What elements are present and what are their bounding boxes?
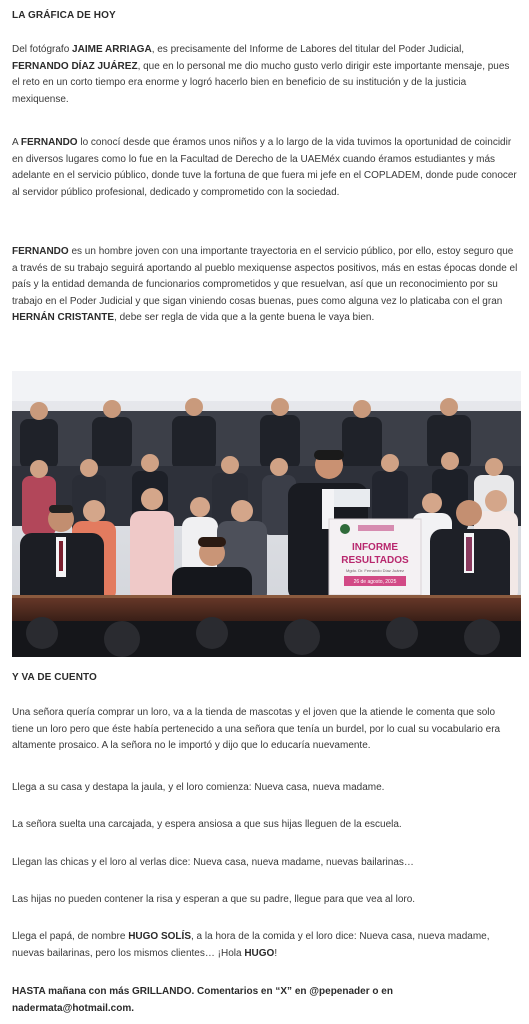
story-paragraph-6 [12, 929, 518, 962]
text-run: lo conocí desde que éramos unos niños y a lo largo de la vida tuvimos la oportunidad de coincidir en diversos lugares como lo fue en la Facultad de Derecho de la UAEMéx cuando éramos estudiantes y más adelante en el servicio público, donde tuve la fortuna de que fuera mi jefe en el COPLADEM, donde pude conocer al servidor público profesional, dedicado y comprometido con la sociedad. [12, 137, 517, 198]
event-photo-illustration [12, 371, 521, 657]
banner-title-line2: RESULTADOS [341, 555, 409, 566]
bold-name: FERNANDO DÍAZ JUÁREZ [12, 60, 138, 72]
story-paragraph-1: Una señora quería comprar un loro, va a la tienda de mascotas y el joven que la atiende le comenta que solo tiene un loro pero que éste había pertenecido a una señora que tenía un burdel, por lo cual su vocabulario era altamente prosaico. A la señora no le importó y dijo que lo educaría nuevamente. [12, 707, 501, 752]
text-run: , es precisamente del Informe de Labores del titular del Poder Judicial, [151, 44, 465, 55]
banner-title-line1: INFORME [351, 542, 399, 553]
text-run: A [12, 137, 21, 148]
story-paragraph-5: Las hijas no pueden contener la risa y esperan a que su padre, llegue para que vea al loro. [12, 894, 416, 905]
section-heading-cuento: Y VA DE CUENTO [12, 672, 97, 683]
text-run: es un hombre joven con una importante trayectoria en el servicio público, por ello, estoy seguro que a través de su trabajo seguirá aportando al pueblo mexiquense aspectos positivos, más en estas épocas donde el país y la entidad demanda de funcionarios comprometidos y que resuelvan, así que un reconocimiento por su trabajo en el Poder Judicial y que sigan viniendo cosas buenas, pues como alguna vez lo platicaba con el gran [12, 246, 518, 307]
bold-name: HUGO SOLÍS [128, 931, 191, 942]
banner-subtitle: Mgdo. Dr. Fernando Díaz Juárez [345, 568, 405, 573]
paragraph-3 [12, 244, 518, 327]
text-run: Del fotógrafo [12, 44, 73, 55]
text-run: , que en lo personal me dio mucho gusto verlo dirigir este importante mensaje, pues el reto en un corto tiempo era enorme y logró hacerlo bien en beneficio de su institución y de la justicia mexiquense. [12, 60, 510, 105]
story-paragraph-2: Llega a su casa y destapa la jaula, y el loro comienza: Nueva casa, nueva madame. [12, 782, 385, 793]
section-heading-grafica: LA GRÁFICA DE HOY [12, 10, 116, 21]
text-run: Llega el papá, de nombre [12, 931, 129, 942]
email-link[interactable]: nadermata@hotmail.com. [12, 1003, 135, 1014]
bold-name: HERNÁN CRISTANTE [12, 312, 115, 324]
banner-date: 26 de agosto, 2025 [353, 579, 397, 585]
bold-name: HUGO [244, 947, 275, 959]
sign-off-text: HASTA mañana con más GRILLANDO. Comentarios en “X” en @pepenader o en [12, 986, 393, 997]
sign-off [12, 983, 518, 1017]
story-paragraph-4: Llegan las chicas y el loro al verlas dice: Nueva casa, nueva madame, nuevas bailarinas… [12, 857, 414, 868]
bold-name: FERNANDO [20, 137, 78, 148]
text-run: , debe ser regla de vida que a la gente buena le vaya bien. [114, 312, 375, 324]
bold-name: JAIME ARRIAGA [72, 44, 152, 55]
story-paragraph-3: La señora suelta una carcajada, y espera ansiosa a que sus hijas lleguen de la escuela. [12, 819, 402, 830]
event-photo [12, 371, 521, 657]
bold-name: FERNANDO [12, 246, 69, 257]
text-run: , a la hora de la comida y el loro dice: Nueva casa, nueva madame, nuevas bailarinas, pero los mismos clientes… ¡Hola [12, 931, 490, 959]
paragraph-2 [12, 135, 518, 201]
text-run: ! [274, 947, 278, 959]
informe-banner [329, 519, 421, 595]
paragraph-1 [12, 42, 518, 108]
